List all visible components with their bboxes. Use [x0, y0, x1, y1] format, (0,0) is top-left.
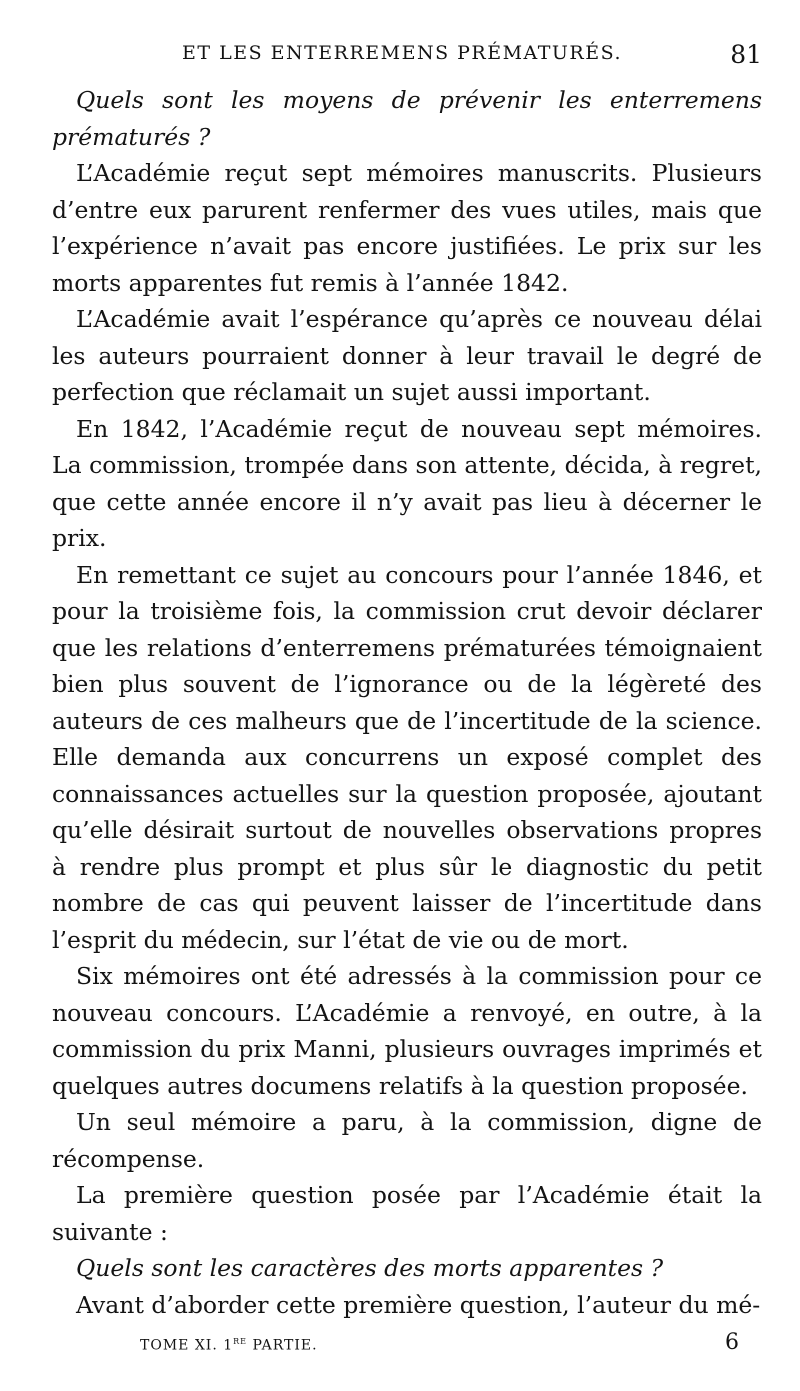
paragraph-8: Avant d’aborder cette première question, l’auteur du mé-: [76, 1290, 761, 1319]
running-header: [182, 36, 762, 76]
question-heading-1: Quels sont les moyens de prévenir les enterremens prématurés ?: [52, 86, 762, 151]
signature-suffix: PARTIE.: [247, 1337, 318, 1354]
signature-sup: re: [233, 1334, 247, 1347]
sheet-number: 6: [725, 1330, 740, 1355]
signature-prefix: TOME XI. 1: [140, 1337, 234, 1354]
page-number: 81: [730, 40, 762, 69]
signature-mark: [140, 1334, 318, 1354]
paragraph-2: L’Académie avait l’espérance qu’après ce nouveau délai les auteurs pourraient donner à leur travail le degré de perfection que réclamait un sujet aussi important.: [52, 305, 762, 406]
paragraph-6: Un seul mémoire a paru, à la commission, digne de récompense.: [52, 1108, 762, 1173]
header-title: ET LES ENTERREMENS PRÉMATURÉS.: [182, 42, 622, 64]
paragraph-5: Six mémoires ont été adressés à la commission pour ce nouveau concours. L’Académie a renvoyé, en outre, à la commission du prix Manni, plusieurs ouvrages imprimés et quelques autres documens relatifs à la question proposée.: [52, 962, 762, 1100]
paragraph-3: En 1842, l’Académie reçut de nouveau sept mémoires. La commission, trompée dans son attente, décida, à regret, que cette année encore il n’y avait pas lieu à décerner le prix.: [52, 414, 762, 552]
paragraph-4: En remettant ce sujet au concours pour l’année 1846, et pour la troisième fois, la commission crut devoir déclarer que les relations d’enterremens prématurées témoignaient bien plus souvent de l’ignorance ou de la légèreté des auteurs de ces malheurs que de l’incertitude de la science. Elle demanda aux concurrens un exposé complet des connaissances actuelles sur la question proposée, ajoutant qu’elle désirait surtout de nouvelles observations propres à rendre plus prompt et plus sûr le diagnostic du petit nombre de cas qui peuvent laisser de l’incertitude dans l’esprit du médecin, sur l’état de vie ou de mort.: [52, 560, 762, 954]
page-footer: [140, 1330, 740, 1360]
body-text: [52, 82, 762, 1323]
question-heading-2: Quels sont les caractères des morts apparentes ?: [76, 1254, 664, 1282]
paragraph-7: La première question posée par l’Académie était la suivante :: [52, 1181, 762, 1246]
paragraph-1: L’Académie reçut sept mémoires manuscrits. Plusieurs d’entre eux parurent renfermer des vues utiles, mais que l’expérience n’avait pas encore justifiées. Le prix sur les morts apparentes fut remis à l’année 1842.: [52, 159, 762, 297]
